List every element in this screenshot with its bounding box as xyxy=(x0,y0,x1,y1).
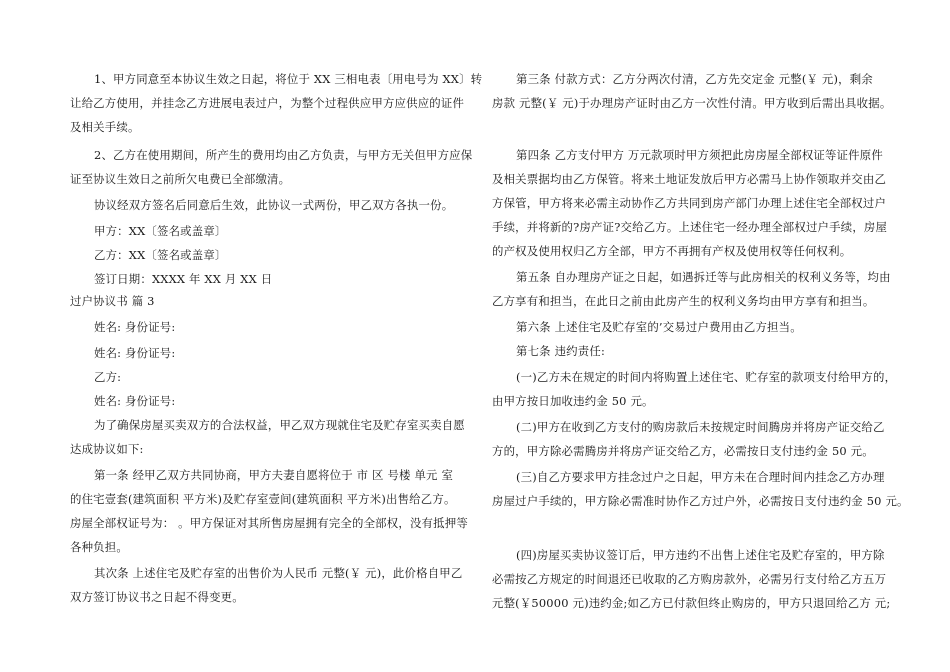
paragraph-line: 为了确保房屋买卖双方的合法权益，甲乙双方现就住宅及贮存室买卖自愿 xyxy=(94,418,465,432)
paragraph-line: 手续，并将新的?房产证?交给乙方。上述住宅一经办理全部权过户手续，房屋 xyxy=(492,220,888,234)
paragraph-line: 的产权及使用权归乙方全部，甲方不再拥有产权及使用权等任何权利。 xyxy=(492,244,852,258)
paragraph-line: 方保管，甲方将来必需主动协作乙方共同到房产部门办理上述住宅全部权过户 xyxy=(492,196,887,210)
paragraph-line: 证至协议生效日之前所欠电费已全部缴清。 xyxy=(70,172,291,186)
paragraph-line: 各种负担。 xyxy=(70,540,128,554)
paragraph-line: 乙方享有和担当，在此日之前由此房产生的权利义务均由甲方享有和担当。 xyxy=(492,294,875,308)
paragraph-line: 第七条 违约责任: xyxy=(516,344,605,358)
paragraph-line: 及相关手续。 xyxy=(70,120,140,134)
paragraph-line: 甲方：XX〔签名或盖章〕 xyxy=(94,224,227,238)
paragraph-line: 方的，甲方除必需腾房并将房产证交给乙方，必需按日支付违约金 50 元。 xyxy=(492,444,874,458)
paragraph-line: (四)房屋买卖协议签订后，甲方违约不出售上述住宅及贮存室的，甲方除 xyxy=(516,548,885,562)
paragraph-line: 姓名: 身份证号: xyxy=(94,346,176,360)
paragraph-line: 第一条 经甲乙双方共同协商，甲方夫妻自愿将位于 市 区 号楼 单元 室 xyxy=(94,468,454,482)
paragraph-line: 房屋过户手续的，甲方除必需准时协作乙方过户外，必需按日支付违约金 50 元。 xyxy=(492,494,909,508)
paragraph-line: 房款 元整(￥ 元)于办理房产证时由乙方一次性付清。甲方收到后需出具收据。 xyxy=(492,96,892,110)
paragraph-line: 姓名: 身份证号: xyxy=(94,320,176,334)
paragraph-line: 协议经双方签名后同意后生效，此协议一式两份，甲乙双方各执一份。 xyxy=(94,198,454,212)
paragraph-line: (一)乙方未在规定的时间内将购置上述住宅、贮存室的款项支付给甲方的， xyxy=(516,370,897,384)
paragraph-line: 的住宅壹套(建筑面积 平方米)及贮存室壹间(建筑面积 平方米)出售给乙方。 xyxy=(70,492,456,506)
paragraph-line: 乙方：XX〔签名或盖章〕 xyxy=(94,248,227,262)
paragraph-line: 乙方: xyxy=(94,370,122,384)
paragraph-line: 达成协议如下: xyxy=(70,442,144,456)
paragraph-line: 房屋全部权证号为： 。甲方保证对其所售房屋拥有完全的全部权，没有抵押等 xyxy=(70,516,468,530)
paragraph-line: 其次条 上述住宅及贮存室的出售价为人民币 元整(￥ 元)，此价格自甲乙 xyxy=(94,566,463,580)
paragraph-line: 让给乙方使用，并挂念乙方进展电表过户，为整个过程供应甲方应供应的证件 xyxy=(70,96,465,110)
paragraph-line: 由甲方按日加收违约金 50 元。 xyxy=(492,394,654,408)
paragraph-line: 双方签订协议书之日起不得变更。 xyxy=(70,590,244,604)
paragraph-line: 第四条 乙方支付甲方 万元款项时甲方须把此房房屋全部权证等证件原件 xyxy=(516,148,883,162)
paragraph-line: 第五条 自办理房产证之日起，如遇拆迁等与此房相关的权利义务等，均由 xyxy=(516,270,891,284)
paragraph-line: 签订日期：XXXX 年 XX 月 XX 日 xyxy=(94,272,273,286)
paragraph-line: 1、甲方同意至本协议生效之日起，将位于 XX 三相电表〔用电号为 XX〕转 xyxy=(94,72,483,86)
paragraph-line: (二)甲方在收到乙方支付的购房款后未按规定时间腾房并将房产证交给乙 xyxy=(516,420,885,434)
paragraph-line: 过户协议书 篇 3 xyxy=(70,294,155,308)
paragraph-line: 元整(￥50000 元)违约金;如乙方已付款但终止购房的，甲方只退回给乙方 元; xyxy=(492,596,891,610)
paragraph-line: 姓名: 身份证号: xyxy=(94,394,176,408)
paragraph-line: 必需按乙方规定的时间退还已收取的乙方购房款外，必需另行支付给乙方五万 xyxy=(492,572,887,586)
paragraph-line: (三)自乙方要求甲方挂念过户之日起，甲方未在合理时间内挂念乙方办理 xyxy=(516,470,885,484)
paragraph-line: 第三条 付款方式：乙方分两次付清，乙方先交定金 元整(￥ 元)，剩余 xyxy=(516,72,873,86)
paragraph-line: 2、乙方在使用期间，所产生的费用均由乙方负责，与甲方无关但甲方应保 xyxy=(94,148,473,162)
paragraph-line: 第六条 上述住宅及贮存室的’交易过户费用由乙方担当。 xyxy=(516,320,802,334)
paragraph-line: 及相关票据均由乙方保管。将来土地证发放后甲方必需马上协作领取并交由乙 xyxy=(492,172,887,186)
